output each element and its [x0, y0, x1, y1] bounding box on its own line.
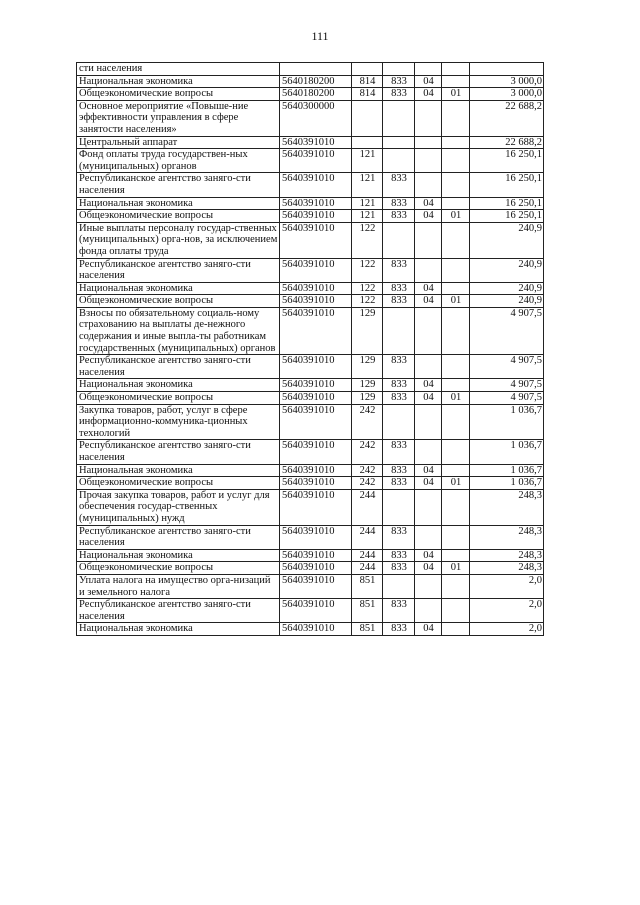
item-name-cell: Прочая закупка товаров, работ и услуг для обеспечения государ-ственных (муниципальных) нужд: [77, 489, 280, 525]
expense-type-cell: 242: [352, 477, 383, 490]
section-cell: [415, 525, 442, 549]
target-code-cell: 5640391010: [280, 477, 352, 490]
table-row: [77, 197, 544, 210]
item-name-cell: Общеэкономические вопросы: [77, 562, 280, 575]
subsection-cell: [442, 149, 470, 173]
subsection-cell: [442, 379, 470, 392]
item-name-cell: Республиканское агентство заняго-сти населения: [77, 525, 280, 549]
section-cell: 04: [415, 282, 442, 295]
section-cell: [415, 63, 442, 76]
subsection-cell: [442, 136, 470, 149]
section-cell: 04: [415, 392, 442, 405]
department-cell: 833: [383, 464, 415, 477]
target-code-cell: 5640180200: [280, 88, 352, 101]
target-code-cell: 5640391010: [280, 392, 352, 405]
amount-cell: 22 688,2: [470, 136, 544, 149]
target-code-cell: 5640391010: [280, 440, 352, 464]
amount-cell: 240,9: [470, 222, 544, 258]
section-cell: [415, 222, 442, 258]
department-cell: 833: [383, 477, 415, 490]
amount-cell: 240,9: [470, 258, 544, 282]
section-cell: [415, 100, 442, 136]
amount-cell: 240,9: [470, 295, 544, 308]
section-cell: 04: [415, 464, 442, 477]
table-row: [77, 549, 544, 562]
expense-type-cell: [352, 100, 383, 136]
item-name-cell: Национальная экономика: [77, 282, 280, 295]
department-cell: 833: [383, 599, 415, 623]
expense-type-cell: 244: [352, 489, 383, 525]
expense-type-cell: 121: [352, 197, 383, 210]
expense-type-cell: 814: [352, 88, 383, 101]
table-row: [77, 222, 544, 258]
item-name-cell: Общеэкономические вопросы: [77, 210, 280, 223]
amount-cell: 248,3: [470, 562, 544, 575]
expense-type-cell: 129: [352, 307, 383, 354]
amount-cell: 240,9: [470, 282, 544, 295]
table-row: [77, 440, 544, 464]
table-row: [77, 355, 544, 379]
item-name-cell: Республиканское агентство заняго-сти населения: [77, 173, 280, 197]
item-name-cell: Республиканское агентство заняго-сти населения: [77, 440, 280, 464]
department-cell: [383, 489, 415, 525]
table-row: [77, 404, 544, 440]
amount-cell: 248,3: [470, 549, 544, 562]
expense-type-cell: 242: [352, 404, 383, 440]
budget-table-body: [77, 63, 544, 636]
expense-type-cell: 851: [352, 599, 383, 623]
target-code-cell: 5640391010: [280, 599, 352, 623]
department-cell: [383, 307, 415, 354]
subsection-cell: 01: [442, 295, 470, 308]
department-cell: 833: [383, 258, 415, 282]
target-code-cell: 5640391010: [280, 355, 352, 379]
table-row: [77, 258, 544, 282]
amount-cell: 4 907,5: [470, 379, 544, 392]
item-name-cell: Национальная экономика: [77, 379, 280, 392]
amount-cell: 22 688,2: [470, 100, 544, 136]
expense-type-cell: 122: [352, 282, 383, 295]
department-cell: [383, 404, 415, 440]
department-cell: [383, 149, 415, 173]
target-code-cell: 5640391010: [280, 549, 352, 562]
department-cell: 833: [383, 197, 415, 210]
amount-cell: 2,0: [470, 599, 544, 623]
item-name-cell: Национальная экономика: [77, 623, 280, 636]
target-code-cell: 5640391010: [280, 136, 352, 149]
table-row: [77, 623, 544, 636]
subsection-cell: [442, 222, 470, 258]
page-number: 111: [311, 29, 329, 43]
section-cell: 04: [415, 477, 442, 490]
item-name-cell: Общеэкономические вопросы: [77, 477, 280, 490]
subsection-cell: [442, 173, 470, 197]
expense-type-cell: 122: [352, 258, 383, 282]
table-row: [77, 136, 544, 149]
item-name-cell: Уплата налога на имущество орга-низаций и земельного налога: [77, 574, 280, 598]
table-row: [77, 477, 544, 490]
item-name-cell: Фонд оплаты труда государствен-ных (муниципальных) органов: [77, 149, 280, 173]
subsection-cell: [442, 464, 470, 477]
target-code-cell: 5640300000: [280, 100, 352, 136]
target-code-cell: 5640391010: [280, 562, 352, 575]
amount-cell: 2,0: [470, 574, 544, 598]
target-code-cell: [280, 63, 352, 76]
expense-type-cell: 121: [352, 149, 383, 173]
subsection-cell: [442, 282, 470, 295]
section-cell: [415, 574, 442, 598]
subsection-cell: 01: [442, 210, 470, 223]
amount-cell: 16 250,1: [470, 197, 544, 210]
item-name-cell: Основное мероприятие «Повыше-ние эффективности управления в сфере занятости населения»: [77, 100, 280, 136]
expense-type-cell: 814: [352, 75, 383, 88]
target-code-cell: 5640391010: [280, 222, 352, 258]
target-code-cell: 5640391010: [280, 379, 352, 392]
subsection-cell: [442, 100, 470, 136]
section-cell: 04: [415, 197, 442, 210]
department-cell: 833: [383, 75, 415, 88]
section-cell: 04: [415, 88, 442, 101]
section-cell: [415, 440, 442, 464]
department-cell: 833: [383, 562, 415, 575]
subsection-cell: [442, 525, 470, 549]
expense-type-cell: 244: [352, 549, 383, 562]
department-cell: 833: [383, 282, 415, 295]
department-cell: [383, 574, 415, 598]
amount-cell: 1 036,7: [470, 404, 544, 440]
table-row: [77, 63, 544, 76]
table-row: [77, 173, 544, 197]
department-cell: 833: [383, 379, 415, 392]
department-cell: 833: [383, 88, 415, 101]
department-cell: [383, 222, 415, 258]
amount-cell: 1 036,7: [470, 440, 544, 464]
department-cell: [383, 100, 415, 136]
table-row: [77, 149, 544, 173]
department-cell: 833: [383, 210, 415, 223]
amount-cell: 1 036,7: [470, 464, 544, 477]
table-row: [77, 525, 544, 549]
section-cell: [415, 258, 442, 282]
department-cell: [383, 136, 415, 149]
amount-cell: 3 000,0: [470, 88, 544, 101]
item-name-cell: Национальная экономика: [77, 197, 280, 210]
table-row: [77, 100, 544, 136]
section-cell: 04: [415, 562, 442, 575]
target-code-cell: 5640391010: [280, 258, 352, 282]
department-cell: 833: [383, 525, 415, 549]
subsection-cell: [442, 197, 470, 210]
department-cell: 833: [383, 355, 415, 379]
table-row: [77, 379, 544, 392]
expense-type-cell: 121: [352, 173, 383, 197]
target-code-cell: 5640391010: [280, 149, 352, 173]
target-code-cell: 5640391010: [280, 307, 352, 354]
table-row: [77, 295, 544, 308]
target-code-cell: 5640391010: [280, 464, 352, 477]
amount-cell: 2,0: [470, 623, 544, 636]
amount-cell: 4 907,5: [470, 307, 544, 354]
expense-type-cell: 129: [352, 392, 383, 405]
department-cell: 833: [383, 173, 415, 197]
department-cell: [383, 63, 415, 76]
section-cell: 04: [415, 549, 442, 562]
expense-type-cell: 242: [352, 440, 383, 464]
target-code-cell: 5640391010: [280, 173, 352, 197]
item-name-cell: Центральный аппарат: [77, 136, 280, 149]
section-cell: [415, 173, 442, 197]
target-code-cell: 5640391010: [280, 525, 352, 549]
expense-type-cell: 851: [352, 574, 383, 598]
expense-type-cell: 244: [352, 562, 383, 575]
subsection-cell: [442, 489, 470, 525]
department-cell: 833: [383, 295, 415, 308]
table-row: [77, 392, 544, 405]
target-code-cell: 5640391010: [280, 489, 352, 525]
subsection-cell: [442, 549, 470, 562]
item-name-cell: Республиканское агентство заняго-сти населения: [77, 258, 280, 282]
item-name-cell: Иные выплаты персоналу государ-ственных (муниципальных) орга-нов, за исключением фонда оплаты труда: [77, 222, 280, 258]
table-row: [77, 574, 544, 598]
section-cell: 04: [415, 623, 442, 636]
expense-type-cell: 129: [352, 379, 383, 392]
target-code-cell: 5640391010: [280, 210, 352, 223]
expense-type-cell: 242: [352, 464, 383, 477]
target-code-cell: 5640391010: [280, 197, 352, 210]
amount-cell: [470, 63, 544, 76]
table-row: [77, 88, 544, 101]
section-cell: [415, 489, 442, 525]
item-name-cell: Общеэкономические вопросы: [77, 392, 280, 405]
subsection-cell: 01: [442, 562, 470, 575]
section-cell: 04: [415, 210, 442, 223]
target-code-cell: 5640391010: [280, 574, 352, 598]
subsection-cell: [442, 599, 470, 623]
item-name-cell: Взносы по обязательному социаль-ному страхованию на выплаты де-нежного содержания и иные выпла-ты работникам государственных (муниципальных) органов: [77, 307, 280, 354]
table-row: [77, 282, 544, 295]
item-name-cell: Закупка товаров, работ, услуг в сфере информационно-коммуника-ционных технологий: [77, 404, 280, 440]
item-name-cell: Республиканское агентство заняго-сти населения: [77, 355, 280, 379]
expense-type-cell: 122: [352, 222, 383, 258]
section-cell: 04: [415, 295, 442, 308]
item-name-cell: Республиканское агентство заняго-сти населения: [77, 599, 280, 623]
item-name-cell: Общеэкономические вопросы: [77, 295, 280, 308]
subsection-cell: [442, 404, 470, 440]
target-code-cell: 5640391010: [280, 282, 352, 295]
amount-cell: 248,3: [470, 489, 544, 525]
table-row: [77, 75, 544, 88]
section-cell: 04: [415, 379, 442, 392]
target-code-cell: 5640391010: [280, 295, 352, 308]
expense-type-cell: 121: [352, 210, 383, 223]
subsection-cell: [442, 307, 470, 354]
amount-cell: 1 036,7: [470, 477, 544, 490]
target-code-cell: 5640180200: [280, 75, 352, 88]
expense-type-cell: 122: [352, 295, 383, 308]
table-row: [77, 599, 544, 623]
expense-type-cell: [352, 136, 383, 149]
department-cell: 833: [383, 549, 415, 562]
target-code-cell: 5640391010: [280, 623, 352, 636]
subsection-cell: [442, 355, 470, 379]
subsection-cell: [442, 574, 470, 598]
target-code-cell: 5640391010: [280, 404, 352, 440]
expense-type-cell: [352, 63, 383, 76]
subsection-cell: [442, 63, 470, 76]
table-row: [77, 464, 544, 477]
amount-cell: 3 000,0: [470, 75, 544, 88]
amount-cell: 16 250,1: [470, 149, 544, 173]
item-name-cell: сти населения: [77, 63, 280, 76]
department-cell: 833: [383, 623, 415, 636]
amount-cell: 4 907,5: [470, 355, 544, 379]
item-name-cell: Общеэкономические вопросы: [77, 88, 280, 101]
subsection-cell: [442, 440, 470, 464]
department-cell: 833: [383, 392, 415, 405]
department-cell: 833: [383, 440, 415, 464]
section-cell: [415, 355, 442, 379]
amount-cell: 16 250,1: [470, 173, 544, 197]
subsection-cell: 01: [442, 477, 470, 490]
section-cell: [415, 149, 442, 173]
subsection-cell: 01: [442, 392, 470, 405]
subsection-cell: [442, 623, 470, 636]
section-cell: [415, 599, 442, 623]
expense-type-cell: 129: [352, 355, 383, 379]
subsection-cell: [442, 75, 470, 88]
section-cell: [415, 136, 442, 149]
table-row: [77, 562, 544, 575]
expense-type-cell: 851: [352, 623, 383, 636]
amount-cell: 16 250,1: [470, 210, 544, 223]
item-name-cell: Национальная экономика: [77, 464, 280, 477]
section-cell: [415, 404, 442, 440]
budget-table: [76, 62, 544, 636]
item-name-cell: Национальная экономика: [77, 75, 280, 88]
item-name-cell: Национальная экономика: [77, 549, 280, 562]
expense-type-cell: 244: [352, 525, 383, 549]
table-row: [77, 307, 544, 354]
subsection-cell: [442, 258, 470, 282]
table-row: [77, 489, 544, 525]
amount-cell: 248,3: [470, 525, 544, 549]
section-cell: [415, 307, 442, 354]
table-row: [77, 210, 544, 223]
section-cell: 04: [415, 75, 442, 88]
subsection-cell: 01: [442, 88, 470, 101]
amount-cell: 4 907,5: [470, 392, 544, 405]
